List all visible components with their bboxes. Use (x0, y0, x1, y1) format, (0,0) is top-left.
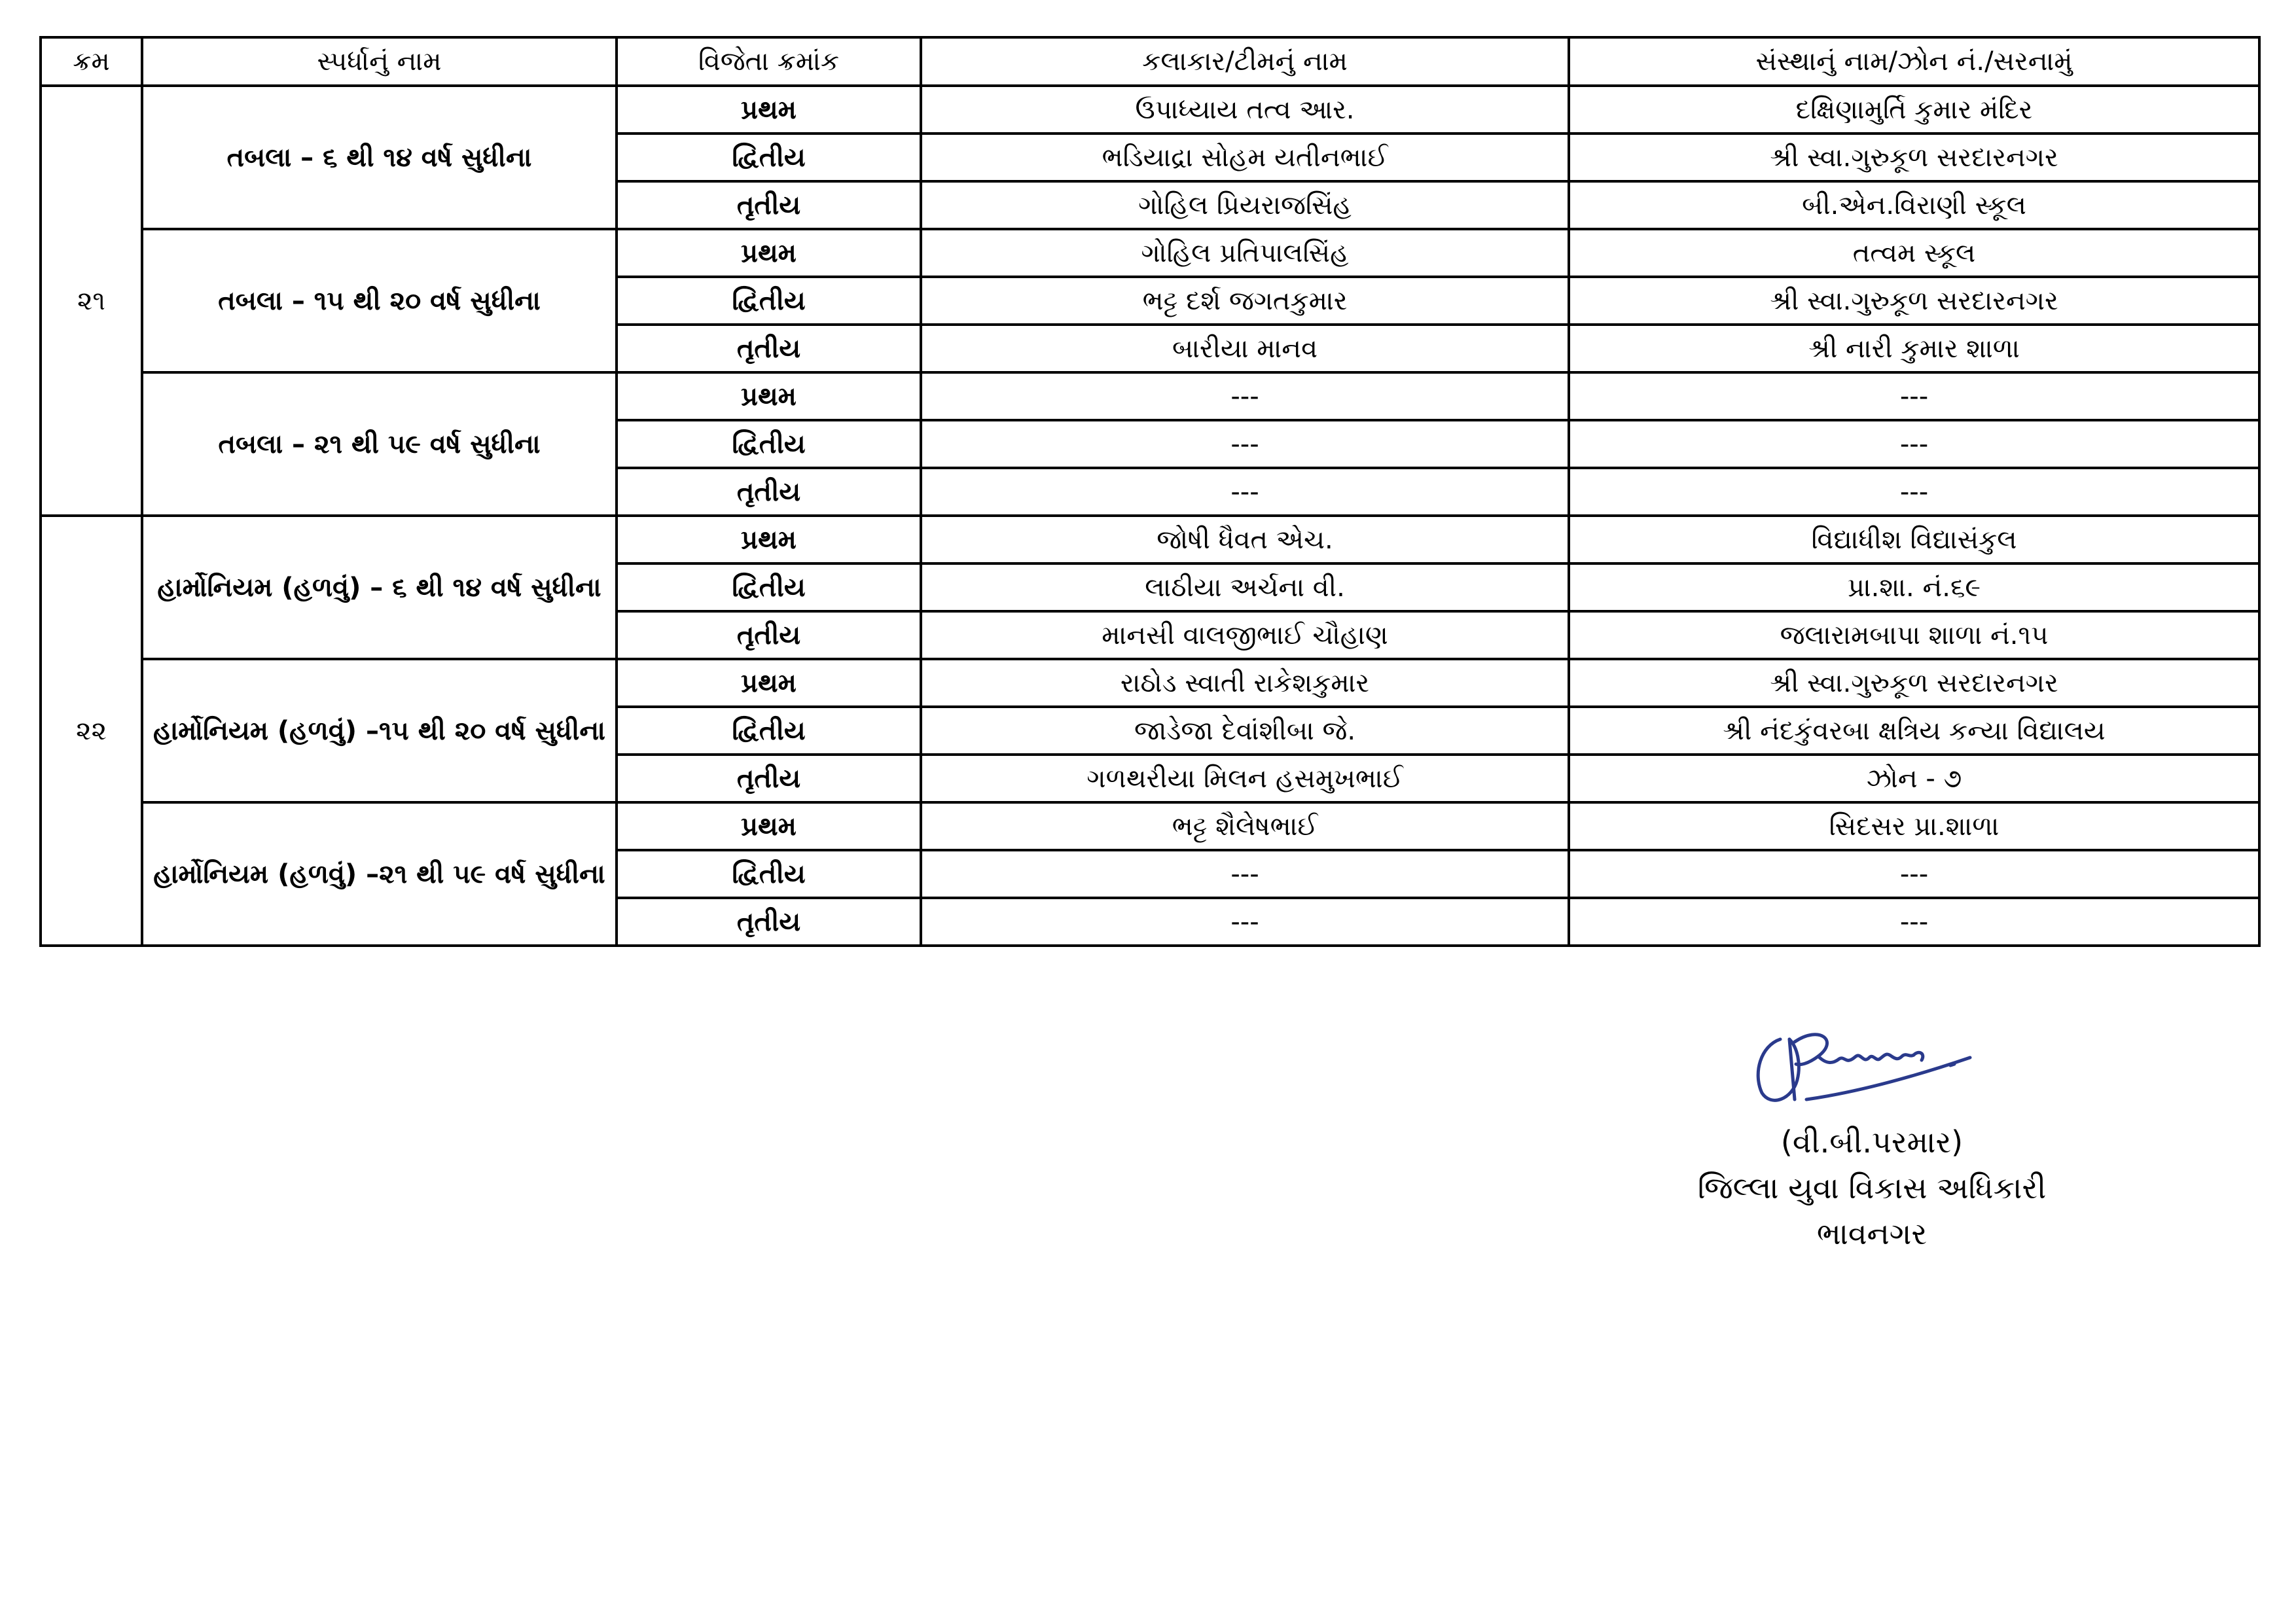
table-row (41, 516, 2259, 563)
artist-cell: જોષી ધૈવત એચ. (921, 516, 1569, 563)
header-institution: સંસ્થાનું નામ/ઝોન નં./સરનામું (1569, 37, 2259, 86)
signatory-designation: જિલ્લા યુવા વિકાસ અધિકારી (1697, 1170, 2047, 1205)
institution-cell: --- (1569, 372, 2259, 420)
institution-cell: શ્રી સ્વા.ગુરુકૂળ સરદારનગર (1569, 277, 2259, 325)
competition-cell: હાર્મોનિયમ (હળવું) –૨૧ થી ૫૯ વર્ષ સુધીના (142, 802, 617, 946)
artist-cell: --- (921, 468, 1569, 516)
table-row (41, 659, 2259, 707)
rank-cell: તૃતીય (617, 468, 921, 516)
signatory-place: ભાવનગર (1816, 1216, 1928, 1251)
rank-cell: પ્રથમ (617, 516, 921, 563)
header-artist: કલાકાર/ટીમનું નામ (921, 37, 1569, 86)
artist-cell: --- (921, 420, 1569, 468)
handwritten-signature (1734, 1001, 2009, 1119)
header-competition: સ્પર્ધાનું નામ (142, 37, 617, 86)
artist-cell: ગોહિલ પ્રિયરાજસિંહ (921, 181, 1569, 229)
rank-cell: પ્રથમ (617, 802, 921, 850)
rank-cell: દ્વિતીય (617, 563, 921, 611)
artist-cell: ગળથરીયા મિલન હસમુખભાઈ (921, 755, 1569, 802)
rank-cell: દ્વિતીય (617, 134, 921, 181)
artist-cell: ભડિયાદ્રા સોહમ યતીનભાઈ (921, 134, 1569, 181)
artist-cell: લાઠીયા અર્ચના વી. (921, 563, 1569, 611)
competition-cell: હાર્મોનિયમ (હળવું) – ૬ થી ૧૪ વર્ષ સુધીના (142, 516, 617, 659)
rank-cell: દ્વિતીય (617, 707, 921, 755)
institution-cell: શ્રી સ્વા.ગુરુકૂળ સરદારનગર (1569, 134, 2259, 181)
artist-cell: ગોહિલ પ્રતિપાલસિંહ (921, 229, 1569, 277)
header-serial: ક્રમ (41, 37, 142, 86)
artist-cell: જાડેજા દેવાંશીબા જે. (921, 707, 1569, 755)
rank-cell: પ્રથમ (617, 86, 921, 134)
signatory-name: (વી.બી.પરમાર) (1780, 1124, 1964, 1160)
artist-cell: --- (921, 850, 1569, 898)
table-row (41, 372, 2259, 420)
institution-cell: બી.એન.વિરાણી સ્કૂલ (1569, 181, 2259, 229)
serial-cell: ૨૧ (41, 86, 142, 516)
artist-cell: ઉપાધ્યાય તત્વ આર. (921, 86, 1569, 134)
serial-cell: ૨૨ (41, 516, 142, 946)
artist-cell: ભટ્ટ દર્શ જગતકુમાર (921, 277, 1569, 325)
results-table (39, 36, 2261, 947)
institution-cell: શ્રી નંદકુંવરબા ક્ષત્રિય કન્યા વિદ્યાલય (1569, 707, 2259, 755)
institution-cell: પ્રા.શા. નં.૬૯ (1569, 563, 2259, 611)
rank-cell: પ્રથમ (617, 659, 921, 707)
artist-cell: --- (921, 372, 1569, 420)
rank-cell: તૃતીય (617, 325, 921, 372)
header-row (41, 37, 2259, 86)
institution-cell: વિદ્યાધીશ વિદ્યાસંકુલ (1569, 516, 2259, 563)
rank-cell: પ્રથમ (617, 229, 921, 277)
artist-cell: બારીયા માનવ (921, 325, 1569, 372)
rank-cell: દ્વિતીય (617, 277, 921, 325)
table-row (41, 86, 2259, 134)
institution-cell: તત્વમ સ્કૂલ (1569, 229, 2259, 277)
rank-cell: દ્વિતીય (617, 850, 921, 898)
institution-cell: --- (1569, 468, 2259, 516)
header-rank: વિજેતા ક્રમાંક (617, 37, 921, 86)
table-row (41, 802, 2259, 850)
institution-cell: સિદસર પ્રા.શાળા (1569, 802, 2259, 850)
artist-cell: રાઠોડ સ્વાતી રાકેશકુમાર (921, 659, 1569, 707)
competition-cell: તબલા – ૬ થી ૧૪ વર્ષ સુધીના (142, 86, 617, 229)
rank-cell: તૃતીય (617, 898, 921, 946)
institution-cell: શ્રી નારી કુમાર શાળા (1569, 325, 2259, 372)
results-sheet (39, 36, 2258, 947)
artist-cell: માનસી વાલજીભાઈ ચૌહાણ (921, 611, 1569, 659)
rank-cell: પ્રથમ (617, 372, 921, 420)
institution-cell: --- (1569, 420, 2259, 468)
competition-cell: તબલા – ૨૧ થી ૫૯ વર્ષ સુધીના (142, 372, 617, 516)
competition-cell: તબલા – ૧૫ થી ૨૦ વર્ષ સુધીના (142, 229, 617, 372)
competition-cell: હાર્મોનિયમ (હળવું) –૧૫ થી ૨૦ વર્ષ સુધીના (142, 659, 617, 802)
rank-cell: દ્વિતીય (617, 420, 921, 468)
results-table-body (41, 86, 2259, 946)
results-table-header (41, 37, 2259, 86)
institution-cell: ઝોન - ૭ (1569, 755, 2259, 802)
institution-cell: શ્રી સ્વા.ગુરુકૂળ સરદારનગર (1569, 659, 2259, 707)
institution-cell: જલારામબાપા શાળા નં.૧૫ (1569, 611, 2259, 659)
rank-cell: તૃતીય (617, 611, 921, 659)
signature-strokes (1758, 1035, 1970, 1101)
table-row (41, 229, 2259, 277)
rank-cell: તૃતીય (617, 755, 921, 802)
artist-cell: --- (921, 898, 1569, 946)
rank-cell: તૃતીય (617, 181, 921, 229)
artist-cell: ભટ્ટ શૈલેષભાઈ (921, 802, 1569, 850)
institution-cell: --- (1569, 898, 2259, 946)
institution-cell: --- (1569, 850, 2259, 898)
signature-block (1662, 1001, 2081, 1257)
institution-cell: દક્ષિણામુર્તિ કુમાર મંદિર (1569, 86, 2259, 134)
